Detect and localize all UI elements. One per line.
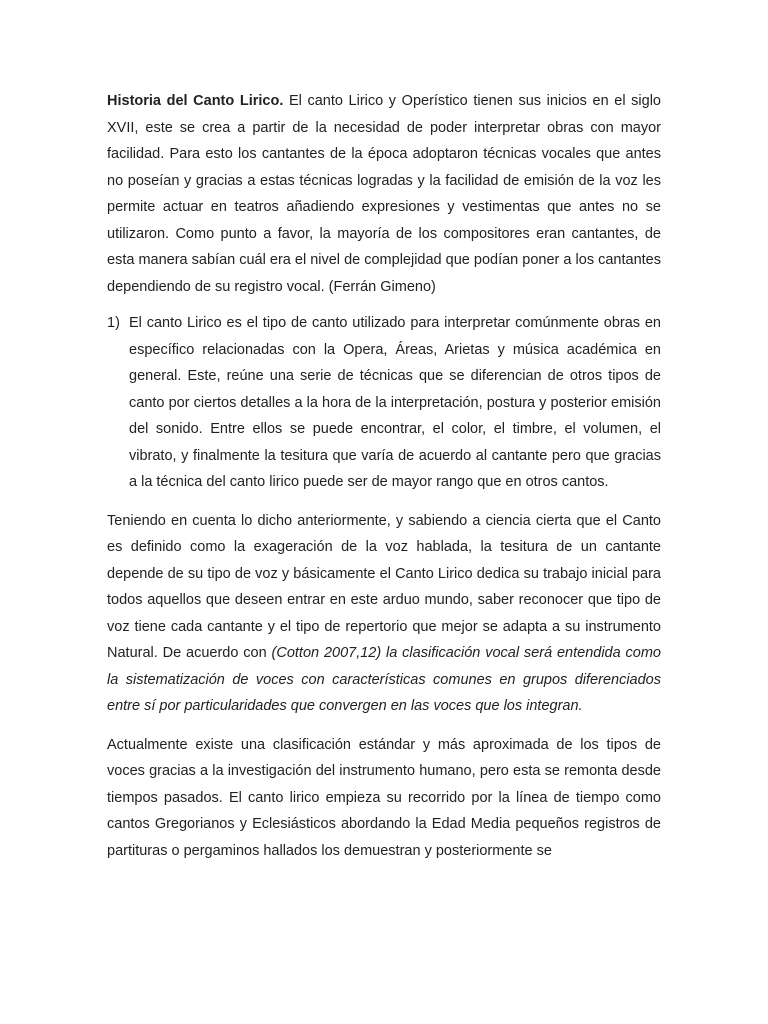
paragraph-history-text: Actualmente existe una clasificación estándar y más aproximada de los tipos de voces gracias a la investigación del instrumento humano, pero esta se remonta desde tiempos pasados. El canto lirico empieza su recorrido por la línea de tiempo como cantos Gregorianos y Eclesiásticos abordando la Edad Media pequeños registros de partituras o pergaminos hallados los demuestran y posteriormente se xyxy=(107,736,661,859)
document-page xyxy=(107,88,661,876)
citation-quote: (Cotton 2007,12) la clasificación vocal será entendida como la sistematización de voces con características comunes en grupos diferenciados entre sí por particularidades que convergen en las voces que los integran. xyxy=(107,645,662,714)
list-item xyxy=(107,310,661,496)
list-marker: 1) xyxy=(107,315,120,331)
paragraph-classification-text: Teniendo en cuenta lo dicho anteriormente, y sabiendo a ciencia cierta que el Canto es definido como la exageración de la voz hablada, la tesitura de un cantante depende de su tipo de voz y básicamente el Canto Lirico dedica su trabajo inicial para todos aquellos que deseen entrar en este arduo mundo, saber reconocer que tipo de voz tiene cada cantante y el tipo de repertorio que mejor se adapta a su instrumento Natural. De acuerdo con xyxy=(107,512,661,661)
section-title: Historia del Canto Lirico. xyxy=(107,93,284,109)
list-item-text: El canto Lirico es el tipo de canto utilizado para interpretar comúnmente obras en específico relacionadas con la Opera, Áreas, Arietas y música académica en general. Este, reúne una serie de técnicas que se diferencian de otros tipos de canto por ciertos detalles a la hora de la interpretación, postura y posterior emisión del sonido. Entre ellos se puede encontrar, el color, el timbre, el volumen, el vibrato, y finalmente la tesitura que varía de acuerdo al cantante pero que gracias a la técnica del canto lirico puede ser de mayor rango que en otros cantos. xyxy=(129,315,661,490)
paragraph-intro xyxy=(107,88,661,300)
paragraph-history xyxy=(107,732,661,865)
paragraph-classification xyxy=(107,508,661,720)
paragraph-intro-text: El canto Lirico y Operístico tienen sus inicios en el siglo XVII, este se crea a partir de la necesidad de poder interpretar obras con mayor facilidad. Para esto los cantantes de la época adoptaron técnicas vocales que antes no poseían y gracias a estas técnicas logradas y la facilidad de emisión de la voz les permite actuar en teatros añadiendo expresiones y vestimentas que antes no se utilizaron. Como punto a favor, la mayoría de los compositores eran cantantes, de esta manera sabían cuál era el nivel de complejidad que podían poner a los cantantes dependiendo de su registro vocal. (Ferrán Gimeno) xyxy=(107,93,661,295)
